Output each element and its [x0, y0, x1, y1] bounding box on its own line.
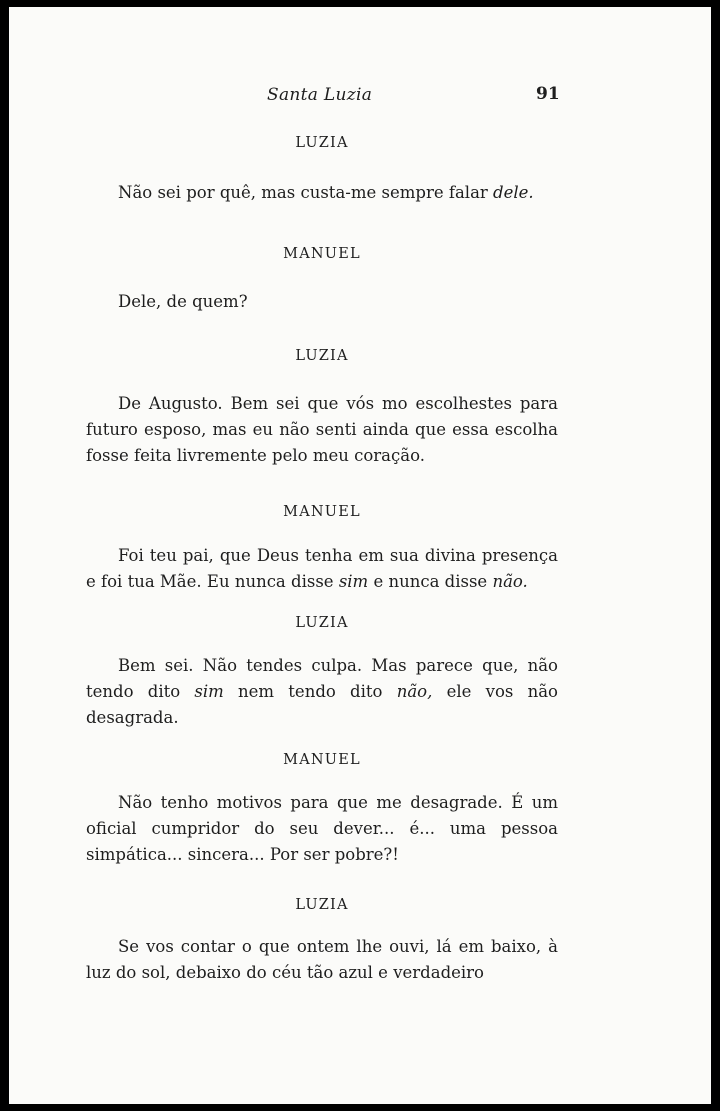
speaker-name: LUZIA — [295, 896, 349, 913]
speaker-name: MANUEL — [283, 751, 361, 768]
speech-paragraph — [86, 391, 558, 469]
speech-paragraph — [86, 653, 558, 731]
speaker-name: LUZIA — [295, 348, 349, 364]
speaker-name: MANUEL — [283, 504, 361, 520]
speaker-name: LUZIA — [295, 614, 349, 631]
speaker-name: LUZIA — [295, 135, 349, 151]
running-title: Santa Luzia — [267, 85, 373, 105]
speech-paragraph — [86, 934, 558, 986]
speech-text: Se vos contar o que ontem lhe ouvi, lá em baixo, à luz do sol, debaixo do céu tão azul e verdadeiro — [86, 936, 558, 982]
dialogue-body — [86, 132, 558, 1002]
book-page — [9, 7, 711, 1104]
emphasized-text: não, — [396, 681, 433, 701]
speech-text: e nunca disse — [368, 572, 493, 591]
speech-text: Dele, de quem? — [118, 292, 248, 311]
speech-text: nem tendo dito — [223, 681, 397, 701]
speech-text: Bem sei. Não tendes culpa. Mas parece que, não tendo dito — [86, 655, 558, 701]
speech-text: Foi teu pai, que Deus tenha em sua divina presença e foi tua Mãe. Eu nunca disse — [86, 546, 558, 591]
emphasized-text: não. — [492, 572, 528, 591]
emphasized-text: sim — [194, 681, 224, 701]
speech-paragraph — [86, 180, 558, 206]
speech-text: Não tenho motivos para que me desagrade. É um oficial cumpridor do seu dever... é... uma pessoa simpática... sincera... Por ser pobre?! — [86, 792, 558, 864]
speech-text: ele vos não desagrada. — [86, 681, 558, 727]
speaker-name: MANUEL — [283, 246, 361, 262]
emphasized-text: sim — [338, 572, 369, 591]
speech-text: De Augusto. Bem sei que vós mo escolhestes para futuro esposo, mas eu não senti ainda que essa escolha fosse feita livremente pelo meu coração. — [86, 394, 558, 465]
speech-text: Não sei por quê, mas custa-me sempre falar — [118, 183, 494, 202]
page-number: 91 — [536, 84, 560, 104]
speech-paragraph — [86, 790, 558, 868]
speech-paragraph — [86, 543, 558, 595]
speech-paragraph — [86, 289, 558, 315]
emphasized-text: dele. — [493, 183, 534, 202]
